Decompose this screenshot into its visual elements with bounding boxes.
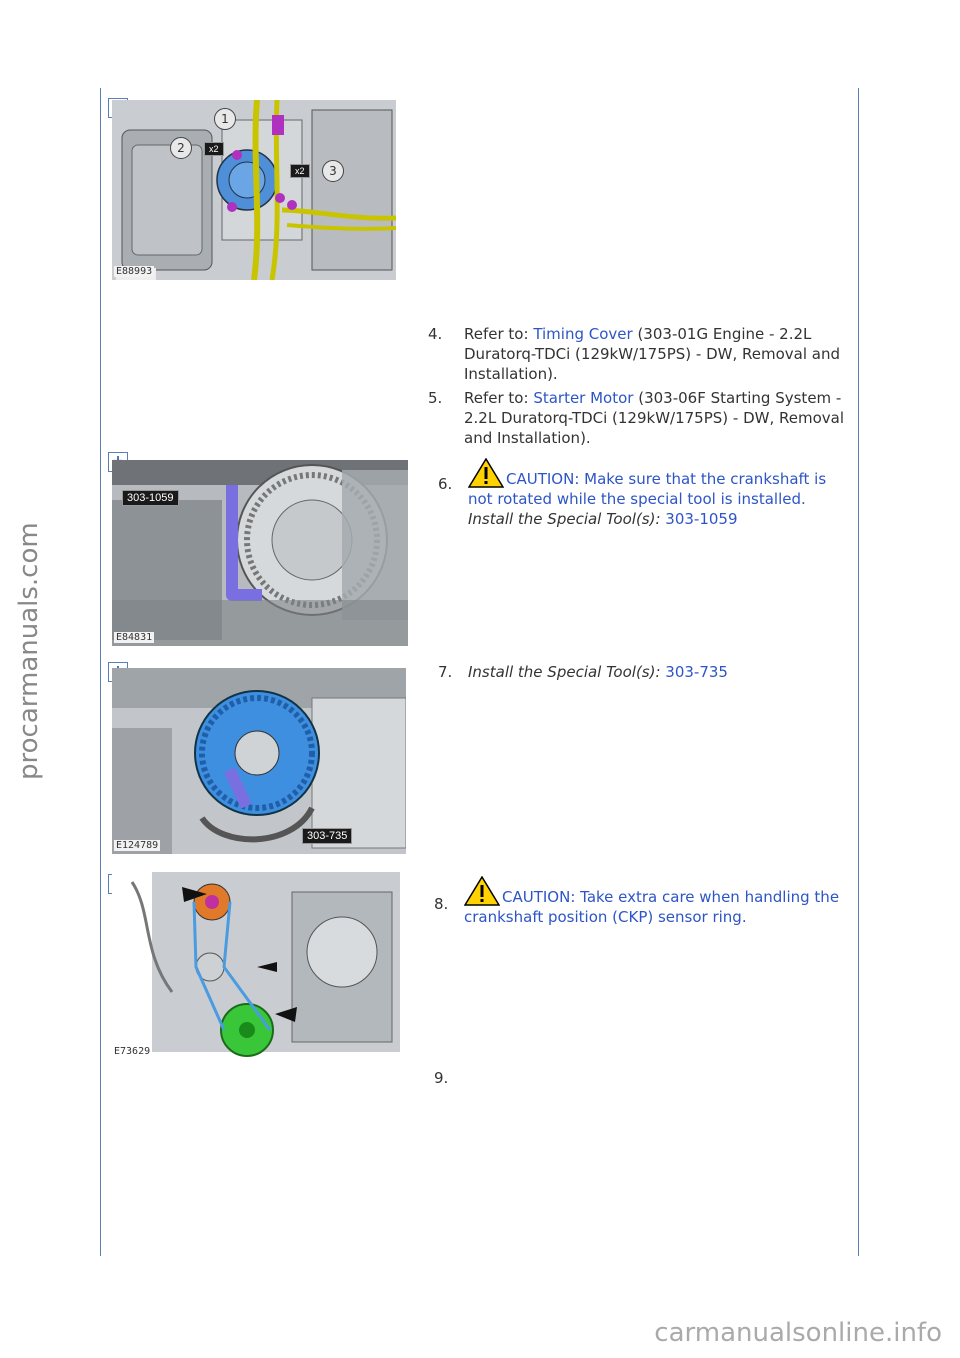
tool-303-1059-link[interactable]: 303-1059: [665, 510, 738, 528]
engine-illustration: [112, 872, 400, 1060]
instruction-text: Install the Special Tool(s):: [468, 510, 666, 528]
starter-motor-link[interactable]: Starter Motor: [533, 389, 634, 407]
refer-rest: (303-06F Starting System - 2.2L Duratorq-TDCi (129kW/175PS) - DW, Removal and Installation).: [464, 389, 845, 447]
step-text: [464, 324, 844, 384]
warning-icon: [464, 876, 500, 906]
step-number: 7.: [438, 663, 453, 681]
figure-id: E73629: [114, 1046, 151, 1057]
figure-e124789: [112, 668, 406, 854]
step-number: 4.: [428, 325, 443, 343]
caution-text: [464, 876, 849, 927]
step-9: [434, 1068, 494, 1088]
step-text: [468, 458, 843, 529]
callout-3: 3: [322, 160, 344, 182]
engine-illustration: [112, 460, 408, 646]
bottom-watermark: carmanualsonline.info: [654, 1318, 942, 1348]
tool-303-735-link[interactable]: 303-735: [665, 663, 728, 681]
refer-rest: (303-01G Engine - 2.2L Duratorq-TDCi (129kW/175PS) - DW, Removal and Installation).: [464, 325, 841, 383]
engine-illustration: [112, 100, 396, 280]
side-watermark: procarmanuals.com: [14, 522, 44, 780]
engine-illustration: [112, 668, 406, 854]
multiplier-label: x2: [204, 142, 224, 156]
instruction-text: Install the Special Tool(s):: [468, 663, 666, 681]
figure-id: E88993: [116, 266, 153, 277]
caution-message: CAUTION: Make sure that the crankshaft is not rotated while the special tool is installed.: [468, 470, 827, 508]
callout-1: 1: [214, 108, 236, 130]
figure-e84831: [112, 460, 408, 646]
step-number: 6.: [438, 475, 453, 493]
figure-id: E84831: [116, 632, 153, 643]
step-text: [464, 388, 844, 448]
instruction: [468, 509, 843, 529]
caution-message: CAUTION: Take extra care when handling the crankshaft position (CKP) sensor ring.: [464, 888, 840, 926]
step-text: [468, 662, 843, 682]
callout-2: 2: [170, 137, 192, 159]
left-rule: [100, 88, 101, 1256]
step-number: 9.: [434, 1069, 449, 1087]
multiplier-label: x2: [290, 164, 310, 178]
refer-prefix: Refer to:: [464, 389, 534, 407]
figure-e73629: [112, 872, 400, 1060]
figure-id: E124789: [116, 840, 159, 851]
figure-e88993: [112, 100, 396, 280]
timing-cover-link[interactable]: Timing Cover: [533, 325, 633, 343]
tool-label: 303-735: [302, 828, 352, 844]
right-rule: [858, 88, 859, 1256]
step-number: 5.: [428, 389, 443, 407]
step-number: 8.: [434, 895, 449, 913]
tool-label: 303-1059: [122, 490, 179, 506]
caution-text: [468, 458, 843, 509]
refer-prefix: Refer to:: [464, 325, 534, 343]
warning-icon: [468, 458, 504, 488]
